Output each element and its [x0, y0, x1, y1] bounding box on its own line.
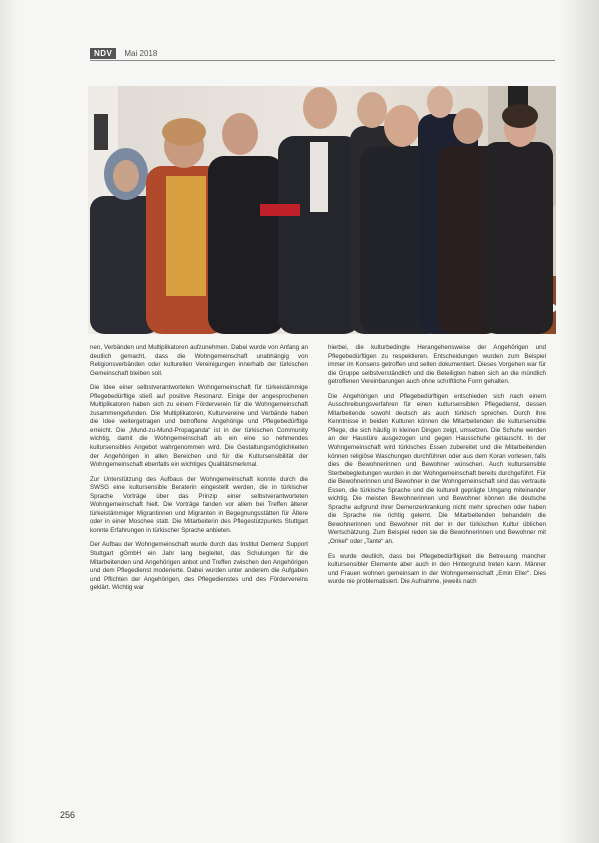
- text-column-right: [328, 344, 546, 814]
- paragraph: Es wurde deutlich, dass bei Pflegebedürftigkeit die Betreuung mancher kultursensibler Elemente aber auch in den Hintergrund treten kann. Männer und Frauen wohnen gemeinsam in der Wohngemeinschaft „Emin Eller“. Dies wurde nie problematisiert. Die Aufnahme, jeweils nach: [328, 552, 546, 586]
- paragraph: Die Idee einer selbstverantworteten Wohngemeinschaft für türkeistämmige Pflegebedürftige stieß auf positive Resonanz. Einige der angesprochenen Multiplikatoren haben sich zu einem Förderverein für die Wohngemeinschaft zusammengefunden. Die Multiplikatoren, Kulturvereine und Verbände haben die Idee weitergetragen und betroffene Angehörige und Pflegebedürftige erreicht. Die „Mund-zu-Mund-Propaganda“ ist in der türkischen Community wichtig, damit die Wohngemeinschaft als ein eine so nehmendes kultursensibles Angebot wahrgenommen wird. Die Gestaltungsmöglichkeiten der Angehörigen in allen Bereichen und für die Kultursensibilität der Wohngemeinschaft ebenfalls ein wichtiges Qualitätsmerkmal.: [90, 384, 308, 469]
- page-number: 256: [60, 810, 76, 820]
- paragraph: nen, Verbänden und Multiplikatoren aufzunehmen. Dabei wurde von Anfang an deutlich gemacht, dass die Wohngemeinschaft unabhängig von Religionsverbänden oder kulturellen Vereinigungen innerhalb der türkischen Gemeinschaft bleiben soll.: [90, 344, 308, 377]
- paragraph: Zur Unterstützung des Aufbaus der Wohngemeinschaft konnte durch die SWSG eine kultursensible Beraterin eingestellt werden, die in türkischer Sprache Vorträge über das Prinzip einer selbstverantworteten Wohngemeinschaft hielt. Die Vorträge fanden vor allem bei Treffen älterer türkeistämmiger Migrantinnen und Migranten in Begegnungsstätten für Ältere oder in einer Moschee statt. Die Mitarbeiterin des Pflegestützpunkts Stuttgart konnte Erfahrungen in türkischer Sprache anbieten.: [90, 475, 308, 534]
- text-column-left: [90, 344, 308, 814]
- paragraph: Die Angehörigen und Pflegebedürftigen entschieden sich nach einem Ausschreibungsverfahren für einen kultursensiblen Pflegedienst, dessen Mitarbeitende sowohl deutsch als auch türkisch sprechen. Durch ihre Kenntnisse in beiden Kulturen können die Mitarbeitenden die kultursensible Pflege, die sich häufig in kleinen Dingen zeigt, umsetzen. Die Schuhe werden an der Haustüre ausgezogen und gegen Hausschuhe getauscht. In der Wohngemeinschaft wird türkisches Essen zubereitet und die Mitarbeitenden können religiöse Waschungen durchführen oder aus dem Koran vorlesen, falls dies die Bewohnerinnen und Bewohner wünschen. Auch kultursensible Sterbebegleitungen wurden in der Wohngemeinschaft bereits durchgeführt. Für die Bewohnerinnen und Bewohner in der Wohngemeinschaft sind das vertraute Essen, die türkische Sprache und die kulturell geprägte Umgang miteinander wichtig. Die meisten Bewohnerinnen und Bewohner können die deutsche Sprache aufgrund ihrer Demenzerkrankung nicht mehr sprechen oder haben die Sprache nie richtig gelernt. Die Mitarbeitenden behandeln die Bewohnerinnen und Bewohner mit der in der türkischen Kultur üblichen Wertschätzung. Zum Beispiel reden sie die Bewohnerinnen und Bewohner mit „Onkel“ oder „Tante“ an.: [328, 392, 546, 546]
- group-photo: [88, 86, 556, 334]
- paragraph: hierbei, die kulturbedingte Herangehensweise der Angehörigen und Pflegebedürftigen zu respektieren. Entscheidungen wurden zum Beispiel immer im Konsens getroffen und selten dokumentiert. Dieses Vorgehen war für die Gruppe selbstverständlich und die Beteiligten haben sich an die mündlich getroffenen Vereinbarungen auch ohne schriftliche Form gehalten.: [328, 344, 546, 386]
- group-photo-illustration: [88, 86, 556, 334]
- journal-badge: NDV: [90, 48, 116, 59]
- paragraph: Der Aufbau der Wohngemeinschaft wurde durch das Institut Demenz Support Stuttgart gGmbH ein Jahr lang begleitet, das Schulungen für die Mitarbeitenden und Angehörigen anbot und Treffen zwischen den Angehörigen und dem Pflegedienst moderierte. Dabei wurden unter anderem die Aufgaben und Pflichten der Angehörigen, des Pflegedienstes und des Fördervereins geklärt. Wichtig war: [90, 541, 308, 592]
- issue-date: Mai 2018: [124, 48, 158, 58]
- page-header: [90, 46, 555, 61]
